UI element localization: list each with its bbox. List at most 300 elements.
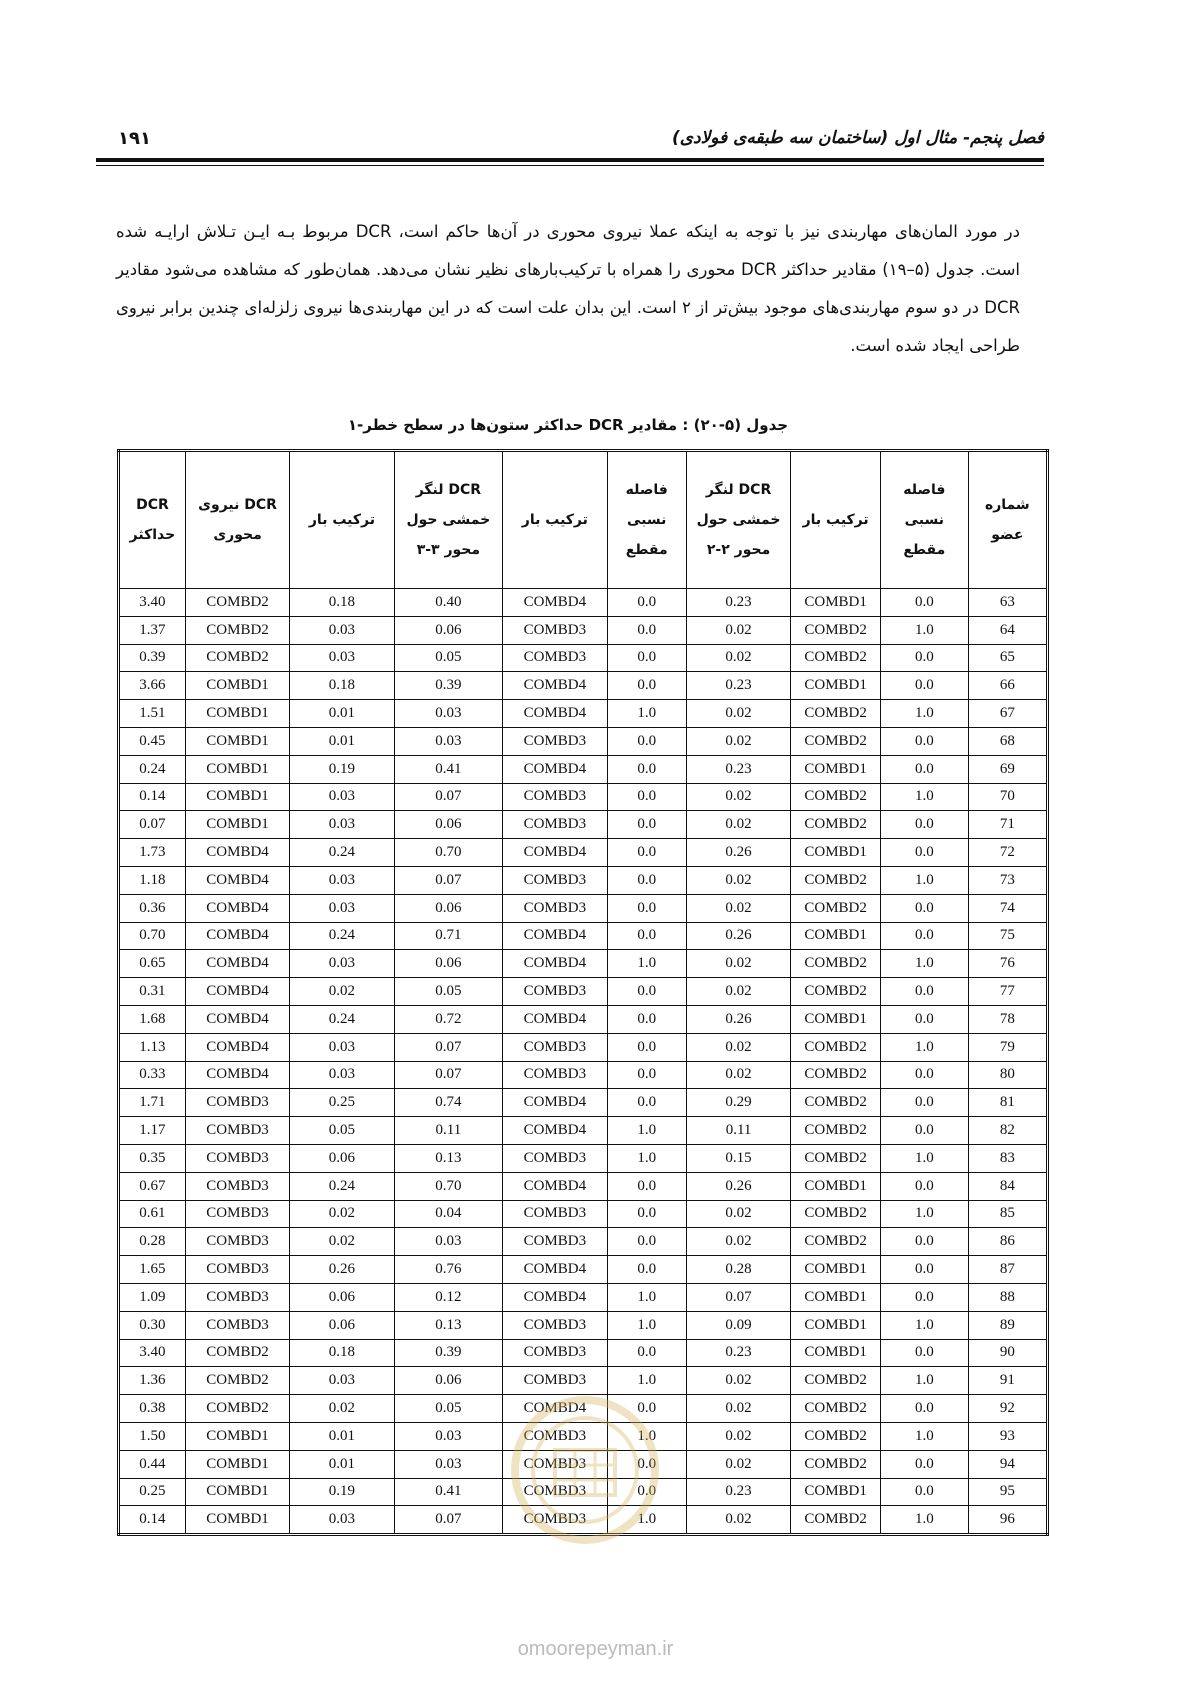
- table-cell: 0.13: [394, 1144, 503, 1172]
- table-cell: 0.40: [394, 589, 503, 617]
- table-cell: 0.02: [686, 1395, 790, 1423]
- table-cell: 0.02: [290, 1395, 394, 1423]
- seal-emblem-icon: [480, 1390, 690, 1560]
- table-cell: COMBD4: [503, 700, 607, 728]
- table-cell: 0.03: [290, 866, 394, 894]
- column-header: فاصله نسبی مقطع: [881, 451, 969, 589]
- table-cell: 1.0: [607, 1506, 686, 1535]
- table-cell: 0.39: [394, 672, 503, 700]
- table-cell: COMBD3: [503, 1144, 607, 1172]
- table-cell: 0.25: [290, 1089, 394, 1117]
- table-row: [119, 1061, 1048, 1089]
- table-cell: 0.02: [686, 1506, 790, 1535]
- table-cell: COMBD3: [503, 811, 607, 839]
- table-cell: 0.02: [686, 978, 790, 1006]
- table-cell: COMBD3: [185, 1117, 289, 1145]
- table-cell: 0.0: [881, 1172, 969, 1200]
- table-cell: 0.39: [119, 644, 186, 672]
- table-cell: 90: [968, 1339, 1047, 1367]
- table-cell: 1.0: [881, 1311, 969, 1339]
- table-cell: 1.0: [607, 1283, 686, 1311]
- table-cell: 0.0: [607, 922, 686, 950]
- table-row: [119, 950, 1048, 978]
- table-cell: 0.19: [290, 755, 394, 783]
- table-cell: 3.40: [119, 1339, 186, 1367]
- table-cell: COMBD2: [791, 811, 881, 839]
- table-cell: 0.03: [290, 1061, 394, 1089]
- table-cell: 0.28: [686, 1256, 790, 1284]
- table-cell: 0.36: [119, 894, 186, 922]
- page-number: ۱۹۱: [118, 128, 151, 149]
- table-cell: COMBD1: [791, 755, 881, 783]
- table-cell: 0.0: [607, 866, 686, 894]
- header-rule-thick: [96, 158, 1044, 162]
- table-cell: 0.67: [119, 1172, 186, 1200]
- table-cell: 1.0: [881, 783, 969, 811]
- table-cell: COMBD3: [503, 1422, 607, 1450]
- table-cell: COMBD3: [185, 1172, 289, 1200]
- table-cell: 94: [968, 1450, 1047, 1478]
- table-cell: 0.70: [394, 1172, 503, 1200]
- table-cell: 0.0: [607, 1089, 686, 1117]
- table-row: [119, 1256, 1048, 1284]
- dcr-table: [117, 449, 1049, 1536]
- table-cell: 0.07: [394, 783, 503, 811]
- table-cell: 0.0: [881, 811, 969, 839]
- table-cell: COMBD1: [791, 1172, 881, 1200]
- table-row: [119, 811, 1048, 839]
- table-cell: 96: [968, 1506, 1047, 1535]
- table-cell: 0.03: [394, 1422, 503, 1450]
- table-cell: COMBD2: [185, 644, 289, 672]
- header-rule-thin: [96, 165, 1044, 166]
- table-cell: 1.0: [881, 866, 969, 894]
- table-cell: 0.05: [394, 1395, 503, 1423]
- table-cell: COMBD4: [503, 1283, 607, 1311]
- column-header: ترکیب بار: [503, 451, 607, 589]
- table-cell: 0.70: [394, 839, 503, 867]
- table-row: [119, 1089, 1048, 1117]
- table-cell: COMBD2: [185, 1339, 289, 1367]
- table-cell: 0.02: [686, 1367, 790, 1395]
- table-cell: 0.0: [607, 1395, 686, 1423]
- table-cell: 0.0: [607, 1339, 686, 1367]
- table-cell: 0.14: [119, 783, 186, 811]
- table-cell: 83: [968, 1144, 1047, 1172]
- table-cell: COMBD3: [185, 1228, 289, 1256]
- table-cell: COMBD1: [791, 1478, 881, 1506]
- table-cell: 0.02: [686, 811, 790, 839]
- table-cell: 0.03: [394, 1450, 503, 1478]
- table-cell: 0.23: [686, 1478, 790, 1506]
- table-cell: COMBD1: [791, 839, 881, 867]
- table-cell: 68: [968, 727, 1047, 755]
- table-cell: COMBD2: [791, 783, 881, 811]
- table-cell: COMBD2: [185, 1395, 289, 1423]
- table-cell: 0.0: [607, 755, 686, 783]
- table-cell: 0.0: [881, 672, 969, 700]
- table-cell: 78: [968, 1005, 1047, 1033]
- table-cell: 0.06: [290, 1311, 394, 1339]
- table-row: [119, 1339, 1048, 1367]
- table-row: [119, 1033, 1048, 1061]
- table-cell: 0.02: [686, 700, 790, 728]
- table-cell: 0.0: [607, 727, 686, 755]
- column-header: DCR نیروی محوری: [185, 451, 289, 589]
- table-header-row: [119, 451, 1048, 589]
- table-cell: COMBD3: [503, 1228, 607, 1256]
- table-row: [119, 1144, 1048, 1172]
- table-row: [119, 1200, 1048, 1228]
- table-cell: 0.02: [290, 1228, 394, 1256]
- table-cell: COMBD3: [503, 978, 607, 1006]
- table-cell: 0.0: [881, 755, 969, 783]
- table-cell: COMBD1: [791, 1283, 881, 1311]
- table-cell: 0.0: [607, 1450, 686, 1478]
- table-cell: COMBD4: [503, 1089, 607, 1117]
- table-cell: COMBD4: [185, 1061, 289, 1089]
- table-cell: COMBD3: [503, 644, 607, 672]
- table-cell: COMBD1: [791, 589, 881, 617]
- table-cell: COMBD4: [503, 1005, 607, 1033]
- table-cell: 0.02: [686, 1450, 790, 1478]
- table-cell: 0.24: [119, 755, 186, 783]
- table-cell: COMBD3: [503, 1339, 607, 1367]
- table-cell: 0.0: [607, 1005, 686, 1033]
- table-cell: 0.25: [119, 1478, 186, 1506]
- table-cell: 1.65: [119, 1256, 186, 1284]
- table-cell: 1.73: [119, 839, 186, 867]
- table-cell: 75: [968, 922, 1047, 950]
- table-cell: 0.26: [686, 922, 790, 950]
- table-cell: COMBD4: [503, 950, 607, 978]
- table-cell: 67: [968, 700, 1047, 728]
- table-cell: COMBD1: [185, 755, 289, 783]
- table-cell: 0.31: [119, 978, 186, 1006]
- table-cell: COMBD4: [185, 950, 289, 978]
- table-cell: 1.0: [881, 1367, 969, 1395]
- table-cell: 0.02: [686, 616, 790, 644]
- table-cell: 64: [968, 616, 1047, 644]
- table-cell: 0.70: [119, 922, 186, 950]
- table-cell: 0.02: [686, 1033, 790, 1061]
- table-cell: 0.0: [607, 978, 686, 1006]
- table-cell: 0.0: [881, 1256, 969, 1284]
- table-cell: 0.0: [881, 1339, 969, 1367]
- table-cell: 1.0: [607, 950, 686, 978]
- table-cell: 1.0: [607, 1117, 686, 1145]
- table-cell: COMBD3: [503, 1033, 607, 1061]
- table-cell: 0.28: [119, 1228, 186, 1256]
- table-cell: 0.45: [119, 727, 186, 755]
- table-cell: 0.06: [394, 811, 503, 839]
- table-cell: COMBD4: [185, 978, 289, 1006]
- table-cell: COMBD2: [791, 950, 881, 978]
- table-cell: 0.0: [607, 1228, 686, 1256]
- table-cell: COMBD3: [185, 1089, 289, 1117]
- table-cell: COMBD2: [791, 894, 881, 922]
- table-row: [119, 616, 1048, 644]
- table-cell: 95: [968, 1478, 1047, 1506]
- table-cell: 0.0: [607, 1172, 686, 1200]
- table-cell: 1.0: [607, 1311, 686, 1339]
- table-cell: 0.05: [394, 644, 503, 672]
- table-cell: COMBD1: [791, 1005, 881, 1033]
- table-cell: 1.17: [119, 1117, 186, 1145]
- table-cell: COMBD3: [185, 1256, 289, 1284]
- table-cell: 0.0: [607, 783, 686, 811]
- table-cell: 0.03: [290, 811, 394, 839]
- table-cell: 0.0: [881, 1005, 969, 1033]
- table-cell: 0.01: [290, 1450, 394, 1478]
- table-cell: 0.07: [394, 866, 503, 894]
- table-cell: 0.02: [290, 1200, 394, 1228]
- footer-watermark-url[interactable]: omoorepeyman.ir: [517, 1638, 674, 1660]
- table-cell: 0.33: [119, 1061, 186, 1089]
- table-cell: 79: [968, 1033, 1047, 1061]
- table-cell: 0.02: [686, 1422, 790, 1450]
- table-cell: 1.71: [119, 1089, 186, 1117]
- table-cell: 1.36: [119, 1367, 186, 1395]
- table-cell: 86: [968, 1228, 1047, 1256]
- table-cell: 1.0: [881, 1033, 969, 1061]
- table-cell: 0.06: [394, 616, 503, 644]
- table-cell: 0.05: [290, 1117, 394, 1145]
- table-cell: COMBD4: [503, 755, 607, 783]
- table-cell: 0.11: [686, 1117, 790, 1145]
- table-cell: COMBD1: [791, 672, 881, 700]
- table-cell: 0.02: [686, 950, 790, 978]
- table-row: [119, 700, 1048, 728]
- table-cell: COMBD3: [503, 1367, 607, 1395]
- table-cell: COMBD4: [185, 866, 289, 894]
- table-cell: 0.0: [881, 978, 969, 1006]
- table-cell: 0.13: [394, 1311, 503, 1339]
- column-header: شماره عضو: [968, 451, 1047, 589]
- table-cell: COMBD4: [503, 1256, 607, 1284]
- table-cell: COMBD3: [503, 1478, 607, 1506]
- table-cell: COMBD4: [503, 672, 607, 700]
- table-row: [119, 1117, 1048, 1145]
- table-cell: 0.26: [686, 839, 790, 867]
- table-cell: COMBD3: [503, 616, 607, 644]
- column-header: ترکیب بار: [290, 451, 394, 589]
- column-header: DCR لنگر خمشی حول محور ۲-۲: [686, 451, 790, 589]
- table-cell: 0.03: [290, 616, 394, 644]
- column-header: DCR حداکثر: [119, 451, 186, 589]
- table-row: [119, 1005, 1048, 1033]
- table-cell: 1.13: [119, 1033, 186, 1061]
- table-cell: 1.0: [881, 1506, 969, 1535]
- table-cell: 84: [968, 1172, 1047, 1200]
- table-cell: COMBD1: [185, 727, 289, 755]
- table-cell: 0.0: [607, 1061, 686, 1089]
- table-cell: COMBD3: [503, 866, 607, 894]
- column-header: DCR لنگر خمشی حول محور ۳-۳: [394, 451, 503, 589]
- table-cell: COMBD2: [791, 1367, 881, 1395]
- table-row: [119, 783, 1048, 811]
- table-cell: COMBD4: [503, 1117, 607, 1145]
- table-cell: 74: [968, 894, 1047, 922]
- table-row: [119, 1283, 1048, 1311]
- table-cell: COMBD3: [185, 1200, 289, 1228]
- table-cell: 0.06: [290, 1144, 394, 1172]
- table-cell: COMBD3: [185, 1144, 289, 1172]
- table-cell: COMBD1: [185, 811, 289, 839]
- table-cell: 0.24: [290, 839, 394, 867]
- table-cell: 0.0: [881, 1395, 969, 1423]
- table-cell: 0.03: [290, 1033, 394, 1061]
- table-cell: 73: [968, 866, 1047, 894]
- table-row: [119, 672, 1048, 700]
- table-cell: 0.07: [119, 811, 186, 839]
- table-cell: 85: [968, 1200, 1047, 1228]
- table-cell: 0.02: [686, 727, 790, 755]
- table-cell: 0.0: [881, 727, 969, 755]
- table-cell: 1.37: [119, 616, 186, 644]
- table-cell: 1.0: [607, 1367, 686, 1395]
- table-cell: 0.01: [290, 1422, 394, 1450]
- table-cell: 0.03: [394, 700, 503, 728]
- table-cell: 1.50: [119, 1422, 186, 1450]
- table-cell: 0.0: [607, 1256, 686, 1284]
- table-cell: 0.0: [881, 1228, 969, 1256]
- table-cell: 0.74: [394, 1089, 503, 1117]
- table-row: [119, 1172, 1048, 1200]
- table-cell: 0.05: [394, 978, 503, 1006]
- table-cell: COMBD3: [185, 1311, 289, 1339]
- table-cell: 0.15: [686, 1144, 790, 1172]
- table-cell: 0.0: [881, 839, 969, 867]
- table-cell: COMBD2: [185, 589, 289, 617]
- table-cell: COMBD3: [503, 1200, 607, 1228]
- table-cell: 0.44: [119, 1450, 186, 1478]
- table-cell: 0.0: [607, 894, 686, 922]
- table-row: [119, 978, 1048, 1006]
- table-cell: 0.07: [394, 1033, 503, 1061]
- table-cell: 0.61: [119, 1200, 186, 1228]
- table-cell: 89: [968, 1311, 1047, 1339]
- table-cell: 1.0: [881, 616, 969, 644]
- table-cell: COMBD3: [503, 894, 607, 922]
- table-cell: 0.0: [881, 894, 969, 922]
- table-cell: COMBD4: [503, 1395, 607, 1423]
- table-cell: COMBD2: [791, 1144, 881, 1172]
- table-cell: COMBD2: [791, 1117, 881, 1145]
- table-cell: 0.76: [394, 1256, 503, 1284]
- table-cell: 0.19: [290, 1478, 394, 1506]
- table-cell: 0.0: [881, 589, 969, 617]
- table-cell: 0.03: [290, 1506, 394, 1535]
- table-cell: COMBD1: [185, 783, 289, 811]
- table-cell: 0.0: [607, 616, 686, 644]
- table-cell: 0.26: [686, 1172, 790, 1200]
- table-cell: 87: [968, 1256, 1047, 1284]
- table-cell: 0.07: [394, 1061, 503, 1089]
- table-cell: COMBD3: [503, 1450, 607, 1478]
- table-cell: 0.0: [607, 1478, 686, 1506]
- table-cell: 0.06: [290, 1283, 394, 1311]
- table-cell: 93: [968, 1422, 1047, 1450]
- table-cell: 0.24: [290, 1005, 394, 1033]
- table-cell: 0.23: [686, 672, 790, 700]
- table-cell: 1.09: [119, 1283, 186, 1311]
- table-cell: COMBD2: [791, 700, 881, 728]
- table-cell: COMBD1: [185, 672, 289, 700]
- table-cell: 0.01: [290, 727, 394, 755]
- table-cell: 0.02: [290, 978, 394, 1006]
- table-cell: COMBD4: [185, 894, 289, 922]
- column-header: فاصله نسبی مقطع: [607, 451, 686, 589]
- table-cell: 0.26: [290, 1256, 394, 1284]
- table-cell: COMBD3: [503, 1061, 607, 1089]
- table-cell: 82: [968, 1117, 1047, 1145]
- table-cell: 0.03: [290, 894, 394, 922]
- table-cell: COMBD2: [791, 1422, 881, 1450]
- table-cell: 81: [968, 1089, 1047, 1117]
- table-cell: 0.24: [290, 1172, 394, 1200]
- table-cell: 0.02: [686, 783, 790, 811]
- table-cell: 0.38: [119, 1395, 186, 1423]
- table-row: [119, 1228, 1048, 1256]
- table-cell: 0.03: [394, 1228, 503, 1256]
- table-cell: 0.23: [686, 1339, 790, 1367]
- table-cell: 0.23: [686, 589, 790, 617]
- table-container: [117, 449, 1049, 1536]
- table-cell: 0.07: [686, 1283, 790, 1311]
- table-cell: 0.14: [119, 1506, 186, 1535]
- table-cell: 72: [968, 839, 1047, 867]
- table-cell: 0.0: [607, 1200, 686, 1228]
- table-cell: 88: [968, 1283, 1047, 1311]
- table-cell: 0.0: [881, 644, 969, 672]
- table-cell: COMBD2: [185, 1367, 289, 1395]
- table-cell: 91: [968, 1367, 1047, 1395]
- table-cell: 1.18: [119, 866, 186, 894]
- table-cell: 0.39: [394, 1339, 503, 1367]
- table-cell: COMBD3: [503, 727, 607, 755]
- table-cell: COMBD2: [791, 866, 881, 894]
- column-header: ترکیب بار: [791, 451, 881, 589]
- table-cell: 0.0: [607, 589, 686, 617]
- table-cell: 0.01: [290, 700, 394, 728]
- table-cell: 1.0: [607, 1144, 686, 1172]
- table-cell: COMBD2: [791, 1061, 881, 1089]
- table-cell: COMBD1: [791, 1311, 881, 1339]
- table-cell: 70: [968, 783, 1047, 811]
- table-cell: COMBD4: [185, 839, 289, 867]
- table-cell: COMBD3: [503, 783, 607, 811]
- table-cell: COMBD2: [791, 616, 881, 644]
- table-cell: 0.29: [686, 1089, 790, 1117]
- table-cell: COMBD1: [791, 922, 881, 950]
- table-cell: 3.40: [119, 589, 186, 617]
- table-cell: 0.02: [686, 894, 790, 922]
- table-cell: COMBD4: [503, 922, 607, 950]
- table-cell: 0.71: [394, 922, 503, 950]
- table-cell: COMBD1: [791, 1256, 881, 1284]
- table-cell: 1.0: [881, 950, 969, 978]
- table-row: [119, 922, 1048, 950]
- table-cell: COMBD1: [185, 1506, 289, 1535]
- table-cell: 80: [968, 1061, 1047, 1089]
- table-cell: 69: [968, 755, 1047, 783]
- table-cell: 3.66: [119, 672, 186, 700]
- table-cell: 0.02: [686, 866, 790, 894]
- table-cell: 1.0: [881, 1422, 969, 1450]
- table-cell: COMBD2: [791, 1506, 881, 1535]
- table-cell: 0.09: [686, 1311, 790, 1339]
